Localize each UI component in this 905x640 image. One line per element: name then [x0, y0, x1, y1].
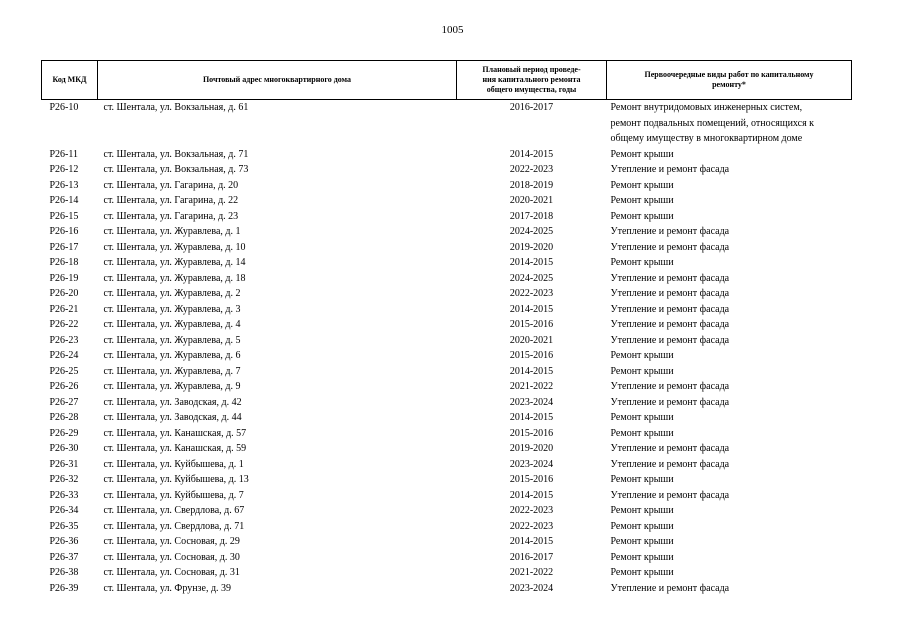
works-line: Ремонт внутридомовых инженерных систем,	[610, 102, 803, 113]
works-cell	[607, 317, 852, 333]
address-cell: ст. Шентала, ул. Куйбышева, д. 1	[103, 458, 244, 470]
period-cell: 2024-2025	[509, 272, 554, 284]
works-line: Ремонт крыши	[610, 412, 674, 423]
works-cell	[607, 271, 852, 287]
period-cell: 2022-2023	[509, 288, 554, 299]
works-cell	[607, 302, 852, 318]
header-works-line: ремонту*	[712, 80, 746, 89]
period-cell: 2023-2024	[509, 396, 554, 408]
table-row	[42, 534, 852, 550]
works-cell	[607, 100, 852, 147]
works-cell	[607, 209, 852, 225]
works-line: Утепление и ремонт фасада	[610, 458, 730, 470]
table-row	[42, 162, 852, 178]
period-cell: 2014-2015	[509, 303, 554, 315]
table-row	[42, 302, 852, 318]
works-line: Ремонт крыши	[610, 257, 674, 268]
code-cell: P26-17	[49, 241, 79, 253]
works-line: Утепление и ремонт фасада	[610, 582, 730, 594]
works-line: Утепление и ремонт фасада	[610, 226, 730, 237]
works-line: Ремонт крыши	[610, 195, 674, 206]
address-cell: ст. Шентала, ул. Сосновая, д. 31	[103, 567, 240, 578]
header-period-line: ния капитального ремонта	[482, 75, 581, 84]
table-row	[42, 240, 852, 256]
period-cell: 2022-2023	[509, 164, 554, 175]
works-cell	[607, 193, 852, 209]
table-row	[42, 286, 852, 302]
works-line: Утепление и ремонт фасада	[610, 288, 730, 299]
header-works-line: Первоочередные виды работ по капитальному	[644, 70, 814, 79]
works-line: Утепление и ремонт фасада	[610, 164, 730, 175]
code-cell: P26-33	[49, 489, 79, 501]
table-row	[42, 395, 852, 411]
period-cell: 2023-2024	[509, 582, 554, 594]
address-cell: ст. Шентала, ул. Вокзальная, д. 71	[103, 148, 249, 160]
address-cell: ст. Шентала, ул. Сосновая, д. 29	[103, 536, 240, 547]
period-cell: 2020-2021	[509, 195, 554, 206]
works-line: Ремонт крыши	[610, 520, 674, 532]
period-cell: 2015-2016	[509, 474, 554, 485]
code-cell: P26-21	[49, 303, 79, 315]
table-row	[42, 255, 852, 271]
code-cell: P26-38	[49, 567, 79, 578]
address-cell: ст. Шентала, ул. Вокзальная, д. 73	[103, 164, 249, 175]
address-cell: ст. Шентала, ул. Заводская, д. 44	[103, 412, 242, 423]
table-row	[42, 441, 852, 457]
table-row	[42, 333, 852, 349]
works-cell	[607, 441, 852, 457]
period-cell: 2015-2016	[509, 319, 554, 330]
works-line: Утепление и ремонт фасада	[610, 241, 730, 253]
address-cell: ст. Шентала, ул. Журавлева, д. 1	[103, 226, 241, 237]
works-line: Ремонт крыши	[610, 350, 674, 361]
works-cell	[607, 550, 852, 566]
address-cell: ст. Шентала, ул. Свердлова, д. 67	[103, 505, 245, 516]
address-cell: ст. Шентала, ул. Канашская, д. 59	[103, 443, 247, 454]
header-works	[607, 61, 852, 100]
works-line: Ремонт крыши	[610, 505, 674, 516]
code-cell: P26-28	[49, 412, 79, 423]
code-cell: P26-18	[49, 257, 79, 268]
table-row	[42, 457, 852, 473]
works-cell	[607, 178, 852, 194]
works-line: Ремонт крыши	[610, 427, 674, 439]
address-cell: ст. Шентала, ул. Журавлева, д. 4	[103, 319, 241, 330]
works-cell	[607, 581, 852, 597]
address-cell: ст. Шентала, ул. Гагарина, д. 22	[103, 195, 239, 206]
period-cell: 2023-2024	[509, 458, 554, 470]
table-row	[42, 147, 852, 163]
works-line: общему имуществу в многоквартирном доме	[610, 133, 803, 144]
code-cell: P26-25	[49, 365, 79, 377]
code-cell: P26-16	[49, 226, 79, 237]
works-line: Ремонт крыши	[610, 536, 674, 547]
code-cell: P26-26	[49, 381, 79, 392]
table-row	[42, 410, 852, 426]
works-cell	[607, 348, 852, 364]
works-line: Утепление и ремонт фасада	[610, 381, 730, 392]
period-cell: 2014-2015	[509, 489, 554, 501]
table-header-row	[42, 61, 852, 100]
header-period-line: общего имущества, годы	[486, 85, 577, 94]
period-cell: 2017-2018	[509, 210, 554, 222]
table-body	[42, 100, 852, 597]
works-cell	[607, 565, 852, 581]
table-row	[42, 519, 852, 535]
works-line: Утепление и ремонт фасада	[610, 489, 730, 501]
address-cell: ст. Шентала, ул. Гагарина, д. 20	[103, 179, 239, 191]
works-line: Утепление и ремонт фасада	[610, 272, 730, 284]
address-cell: ст. Шентала, ул. Куйбышева, д. 7	[103, 489, 244, 501]
address-cell: ст. Шентала, ул. Журавлева, д. 9	[103, 381, 241, 392]
code-cell: P26-19	[49, 272, 79, 284]
address-cell: ст. Шентала, ул. Сосновая, д. 30	[103, 551, 240, 563]
works-cell	[607, 147, 852, 163]
table-row	[42, 224, 852, 240]
works-cell	[607, 519, 852, 535]
works-cell	[607, 333, 852, 349]
address-cell: ст. Шентала, ул. Журавлева, д. 3	[103, 303, 241, 315]
code-cell: P26-14	[49, 195, 79, 206]
code-cell: P26-30	[49, 443, 79, 454]
works-line: Ремонт крыши	[610, 210, 674, 222]
address-cell: ст. Шентала, ул. Свердлова, д. 71	[103, 520, 245, 532]
period-cell: 2016-2017	[509, 102, 554, 113]
works-line: ремонт подвальных помещений, относящихся к	[610, 117, 815, 129]
period-cell: 2014-2015	[509, 365, 554, 377]
address-cell: ст. Шентала, ул. Куйбышева, д. 13	[103, 474, 249, 485]
code-cell: P26-15	[49, 210, 79, 222]
table-row	[42, 348, 852, 364]
address-cell: ст. Шентала, ул. Журавлева, д. 18	[103, 272, 246, 284]
table-row	[42, 488, 852, 504]
works-cell	[607, 162, 852, 178]
period-cell: 2014-2015	[509, 148, 554, 160]
period-cell: 2019-2020	[509, 443, 554, 454]
works-line: Ремонт крыши	[610, 551, 674, 563]
period-cell: 2022-2023	[509, 505, 554, 516]
table-row	[42, 364, 852, 380]
works-line: Утепление и ремонт фасада	[610, 443, 730, 454]
table-row	[42, 317, 852, 333]
code-cell: P26-31	[49, 458, 79, 470]
period-cell: 2020-2021	[509, 334, 554, 346]
works-cell	[607, 286, 852, 302]
works-cell	[607, 534, 852, 550]
address-cell: ст. Шентала, ул. Журавлева, д. 5	[103, 334, 241, 346]
code-cell: P26-10	[49, 102, 79, 113]
code-cell: P26-23	[49, 334, 79, 346]
table-row	[42, 426, 852, 442]
address-cell: ст. Шентала, ул. Заводская, д. 42	[103, 396, 242, 408]
code-cell: P26-32	[49, 474, 79, 485]
period-cell: 2014-2015	[509, 257, 554, 268]
works-cell	[607, 472, 852, 488]
table-row	[42, 565, 852, 581]
code-cell: P26-24	[49, 350, 79, 361]
table-row	[42, 472, 852, 488]
header-code: Код МКД	[42, 61, 98, 100]
works-line: Утепление и ремонт фасада	[610, 396, 730, 408]
housing-repair-table	[41, 60, 852, 596]
table-row	[42, 581, 852, 597]
address-cell: ст. Шентала, ул. Гагарина, д. 23	[103, 210, 239, 222]
code-cell: P26-39	[49, 582, 79, 594]
header-period	[457, 61, 607, 100]
code-cell: P26-29	[49, 427, 79, 439]
code-cell: P26-34	[49, 505, 79, 516]
header-address: Почтовый адрес многоквартирного дома	[98, 61, 457, 100]
works-line: Ремонт крыши	[610, 179, 674, 191]
table-row	[42, 271, 852, 287]
period-cell: 2014-2015	[509, 536, 554, 547]
works-cell	[607, 503, 852, 519]
address-cell: ст. Шентала, ул. Фрунзе, д. 39	[103, 582, 232, 594]
period-cell: 2021-2022	[509, 381, 554, 392]
works-cell	[607, 240, 852, 256]
works-line: Ремонт крыши	[610, 148, 674, 160]
code-cell: P26-37	[49, 551, 79, 563]
period-cell: 2018-2019	[509, 179, 554, 191]
code-cell: P26-27	[49, 396, 79, 408]
works-line: Утепление и ремонт фасада	[610, 319, 730, 330]
period-cell: 2022-2023	[509, 520, 554, 532]
address-cell: ст. Шентала, ул. Журавлева, д. 6	[103, 350, 241, 361]
table-row	[42, 503, 852, 519]
address-cell: ст. Шентала, ул. Журавлева, д. 2	[103, 288, 241, 299]
code-cell: P26-12	[49, 164, 79, 175]
code-cell: P26-20	[49, 288, 79, 299]
works-cell	[607, 488, 852, 504]
address-cell: ст. Шентала, ул. Канашская, д. 57	[103, 427, 247, 439]
period-cell: 2021-2022	[509, 567, 554, 578]
code-cell: P26-13	[49, 179, 79, 191]
table-row	[42, 193, 852, 209]
works-cell	[607, 379, 852, 395]
address-cell: ст. Шентала, ул. Вокзальная, д. 61	[103, 102, 249, 113]
works-line: Утепление и ремонт фасада	[610, 334, 730, 346]
works-cell	[607, 255, 852, 271]
works-cell	[607, 426, 852, 442]
period-cell: 2015-2016	[509, 350, 554, 361]
period-cell: 2015-2016	[509, 427, 554, 439]
works-line: Ремонт крыши	[610, 567, 674, 578]
page-number: 1005	[441, 24, 464, 36]
table-row	[42, 379, 852, 395]
works-line: Ремонт крыши	[610, 365, 674, 377]
table-row	[42, 178, 852, 194]
address-cell: ст. Шентала, ул. Журавлева, д. 7	[103, 365, 241, 377]
table-row	[42, 550, 852, 566]
code-cell: P26-22	[49, 319, 79, 330]
period-cell: 2024-2025	[509, 226, 554, 237]
works-line: Ремонт крыши	[610, 474, 674, 485]
header-period-line: Плановый период проведе-	[482, 65, 581, 74]
period-cell: 2019-2020	[509, 241, 554, 253]
code-cell: P26-35	[49, 520, 79, 532]
period-cell: 2014-2015	[509, 412, 554, 423]
table-row	[42, 209, 852, 225]
period-cell: 2016-2017	[509, 551, 554, 563]
works-cell	[607, 224, 852, 240]
works-cell	[607, 410, 852, 426]
works-cell	[607, 457, 852, 473]
table-row	[42, 100, 852, 147]
works-cell	[607, 395, 852, 411]
address-cell: ст. Шентала, ул. Журавлева, д. 10	[103, 241, 246, 253]
works-line: Утепление и ремонт фасада	[610, 303, 730, 315]
works-cell	[607, 364, 852, 380]
code-cell: P26-11	[49, 148, 79, 160]
code-cell: P26-36	[49, 536, 79, 547]
address-cell: ст. Шентала, ул. Журавлева, д. 14	[103, 257, 246, 268]
